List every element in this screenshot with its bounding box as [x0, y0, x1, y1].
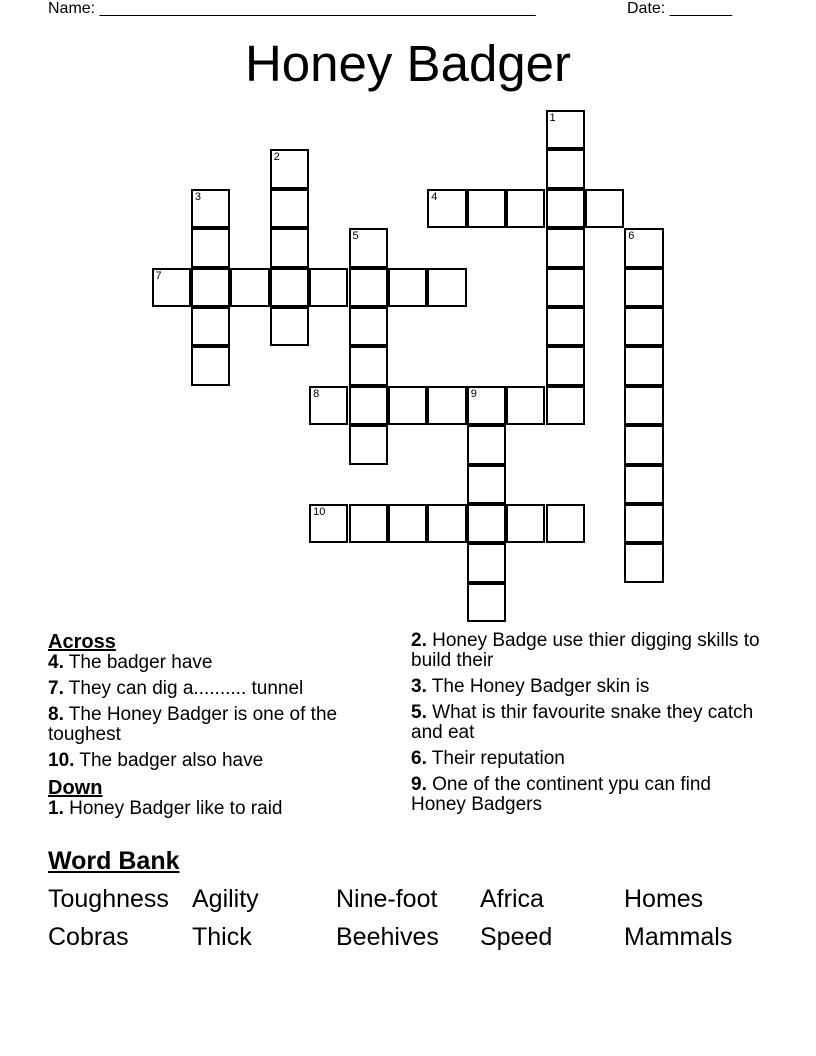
clues-right-column [411, 631, 761, 821]
crossword-cell[interactable] [270, 307, 309, 346]
word-bank-word: Beehives [336, 923, 439, 951]
word-bank-word: Mammals [624, 923, 733, 951]
down-heading: Down [48, 777, 103, 799]
crossword-cell[interactable] [506, 386, 545, 425]
crossword-cell[interactable] [388, 504, 427, 543]
clue-number: 10 [313, 506, 326, 518]
crossword-cell[interactable] [546, 189, 585, 228]
crossword-cell[interactable] [546, 110, 585, 149]
word-bank-word: Toughness [48, 885, 169, 913]
crossword-cell[interactable] [467, 543, 506, 582]
crossword-cell[interactable] [349, 425, 388, 464]
word-bank-word: Thick [192, 923, 252, 951]
crossword-cell[interactable] [546, 386, 585, 425]
crossword-cell[interactable] [191, 189, 230, 228]
crossword-cell[interactable] [270, 268, 309, 307]
crossword-cell[interactable] [309, 386, 348, 425]
crossword-cell[interactable] [349, 346, 388, 385]
crossword-cell[interactable] [546, 346, 585, 385]
crossword-cell[interactable] [624, 504, 663, 543]
crossword-cell[interactable] [230, 268, 269, 307]
word-bank-word: Nine-foot [336, 885, 438, 913]
clues-left-column [48, 631, 388, 825]
crossword-cell[interactable] [624, 465, 663, 504]
crossword-cell[interactable] [349, 268, 388, 307]
down-clue-5: 5. What is thir favourite snake they catch and eat [411, 702, 754, 743]
crossword-cell[interactable] [467, 425, 506, 464]
crossword-cell[interactable] [349, 228, 388, 267]
clue-number: 2 [273, 151, 280, 164]
crossword-cell[interactable] [624, 543, 663, 582]
crossword-cell[interactable] [624, 268, 663, 307]
crossword-cell[interactable] [506, 504, 545, 543]
crossword-cell[interactable] [349, 504, 388, 543]
crossword-cell[interactable] [427, 386, 466, 425]
crossword-cell[interactable] [546, 228, 585, 267]
across-clue-8: 8. The Honey Badger is one of the toughest [48, 704, 338, 745]
name-line: Name: _________________________________________________ [48, 0, 536, 17]
clue-number: 9 [470, 387, 477, 400]
down-clue-1: 1. Honey Badger like to raid [48, 798, 283, 819]
crossword-cell[interactable] [467, 583, 506, 622]
crossword-cell[interactable] [624, 307, 663, 346]
crossword-cell[interactable] [467, 465, 506, 504]
crossword-cell[interactable] [191, 228, 230, 267]
crossword-cell[interactable] [152, 268, 191, 307]
word-bank-word: Agility [192, 885, 259, 913]
crossword-cell[interactable] [467, 386, 506, 425]
clue-number: 8 [313, 387, 320, 400]
crossword-cell[interactable] [467, 504, 506, 543]
crossword-cell[interactable] [427, 504, 466, 543]
across-clue-7: 7. They can dig a.......... tunnel [48, 678, 304, 699]
crossword-cell[interactable] [309, 504, 348, 543]
crossword-cell[interactable] [624, 386, 663, 425]
crossword-cell[interactable] [270, 189, 309, 228]
down-clue-6: 6. Their reputation [411, 748, 565, 769]
crossword-cell[interactable] [546, 307, 585, 346]
across-heading: Across [48, 631, 116, 653]
word-bank-word: Africa [480, 885, 544, 913]
crossword-cell[interactable] [585, 189, 624, 228]
date-line: Date: _______ [627, 0, 732, 17]
crossword-cell[interactable] [427, 268, 466, 307]
crossword-cell[interactable] [191, 268, 230, 307]
word-bank-word: Homes [624, 885, 704, 913]
crossword-cell[interactable] [427, 189, 466, 228]
clue-number: 4 [431, 190, 438, 203]
word-bank-title: Word Bank [48, 847, 180, 875]
word-bank-word: Cobras [48, 923, 129, 951]
crossword-cell[interactable] [309, 268, 348, 307]
clue-number: 1 [549, 112, 556, 124]
crossword-cell[interactable] [624, 425, 663, 464]
clue-number: 5 [352, 230, 359, 243]
word-bank-word: Speed [480, 923, 553, 951]
crossword-cell[interactable] [546, 149, 585, 188]
crossword-cell[interactable] [349, 307, 388, 346]
crossword-cell[interactable] [349, 386, 388, 425]
crossword-cell[interactable] [624, 228, 663, 267]
clue-number: 6 [628, 230, 635, 243]
crossword-cell[interactable] [191, 346, 230, 385]
crossword-cell[interactable] [506, 189, 545, 228]
clue-number: 3 [194, 190, 202, 203]
crossword-cell[interactable] [388, 268, 427, 307]
crossword-cell[interactable] [270, 228, 309, 267]
across-clue-10: 10. The badger also have [48, 750, 264, 771]
down-clue-9: 9. One of the continent ypu can find Honey Badgers [411, 774, 711, 815]
down-clue-3: 3. The Honey Badger skin is [411, 676, 650, 697]
crossword-cell[interactable] [624, 346, 663, 385]
puzzle-title: Honey Badger [244, 35, 572, 92]
clue-number: 7 [155, 269, 162, 282]
crossword-cell[interactable] [191, 307, 230, 346]
crossword-cell[interactable] [270, 149, 309, 188]
crossword-cell[interactable] [546, 268, 585, 307]
crossword-cell[interactable] [388, 386, 427, 425]
down-clue-2: 2. Honey Badge use thier digging skills to build their [411, 630, 760, 671]
crossword-cell[interactable] [546, 504, 585, 543]
crossword-cell[interactable] [467, 189, 506, 228]
across-clue-4: 4. The badger have [48, 652, 213, 673]
